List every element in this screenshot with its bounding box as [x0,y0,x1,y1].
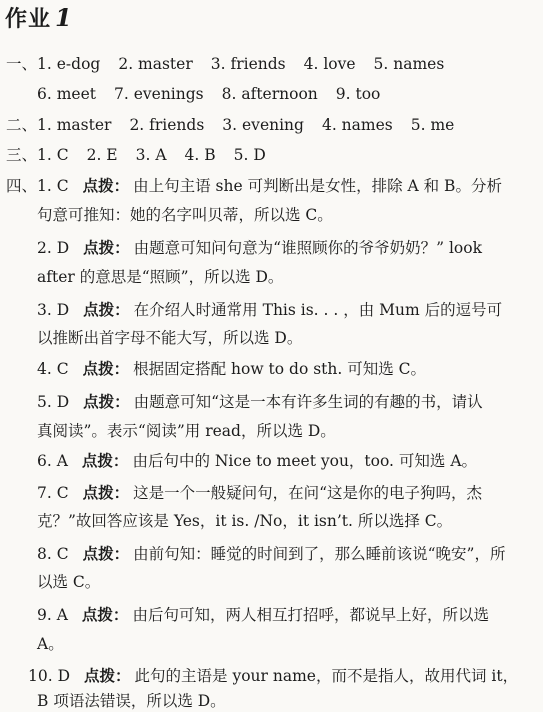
s4-item-7-cont [37,511,452,531]
s4-item-2 [37,238,482,258]
s4-item-9-cont [37,634,64,654]
s4-item-10 [28,666,518,686]
section3-prefix: 三、 [6,146,38,164]
answer-item: 4. names [321,116,393,134]
answer-item: 2. friends [129,116,205,134]
answer-number: 9. A [37,606,68,624]
answer-item: 9. too [335,85,381,103]
s4-item-7 [37,483,482,503]
hint-text: 这是一个一般疑问句，在问“这是你的电子狗吗，杰 [133,484,483,502]
hint-text: 由后句中的 Nice to meet you，too. 可知选 A。 [132,452,478,470]
s4-item-5-cont [37,421,336,441]
answer-item: 3. evening [222,116,304,134]
hint-text: 根据固定搭配 how to do sth. 可知选 C。 [133,360,427,378]
title-number: 1 [55,3,73,32]
answer-item: 5. D [233,146,266,164]
hint-label: 点拨： [84,667,131,685]
hint-text: A。 [37,635,64,653]
section2-prefix: 二、 [6,116,38,134]
hint-text: 由题意可知“这是一本有许多生词的有趣的书，请认 [133,393,483,411]
answer-number: 7. C [37,484,69,502]
s4-item-5 [37,392,483,412]
answer-number: 1. C [37,177,69,195]
hint-text: B 项语法错误，所以选 D。 [37,692,226,710]
answer-number: 4. C [37,360,69,378]
s4-item-9 [37,605,489,625]
answer-item: 2. master [118,55,193,73]
section3-row [6,145,266,165]
answer-item: 3. A [135,146,167,164]
s4-item-2-cont [37,267,283,287]
hint-label: 点拨： [82,360,130,378]
s4-item-1-cont [37,205,333,225]
hint-label: 点拨： [83,393,130,411]
s4-item-3-cont [37,328,302,348]
hint-text: 真阅读”。表示“阅读”用 read，所以选 D。 [37,422,336,440]
answer-number: 10. D [28,667,71,685]
answer-item: 4. love [303,55,356,73]
section1-row2 [37,84,380,104]
answer-item: 5. me [410,116,455,134]
answer-item: 1. C [37,146,69,164]
answer-item: 5. names [373,55,445,73]
hint-text: 由题意可知问句意为“谁照顾你的爷爷奶奶？” look [133,239,482,257]
section2-row [6,115,454,135]
hint-label: 点拨： [82,484,130,502]
hint-text: after 的意思是“照顾”，所以选 D。 [37,268,284,286]
hint-label: 点拨： [82,545,130,563]
hint-label: 点拨： [83,301,130,319]
answer-number: 3. D [37,301,70,319]
hint-text: 以选 C。 [37,573,101,591]
answer-item: 2. E [86,146,118,164]
answer-item: 8. afternoon [221,85,318,103]
title-text: 作业 [5,7,52,32]
hint-text: 由前句知：睡觉的时间到了，那么睡前该说“晚安”，所 [133,545,506,563]
s4-item-8-cont [37,572,100,592]
answer-item: 6. meet [37,85,96,103]
hint-label: 点拨： [81,452,129,470]
s4-item-6 [37,451,477,471]
s4-item-10-cont [37,691,226,711]
s4-item-8 [37,544,505,564]
s4-item-1 [6,176,502,196]
hint-text: 由上句主语 she 可判断出是女性，排除 A 和 B。分析 [133,177,502,195]
hint-label: 点拨： [81,606,129,624]
hint-text: 以推断出首字母不能大写，所以选 D。 [37,329,303,347]
hint-label: 点拨： [83,239,130,257]
answer-number: 8. C [37,545,69,563]
hint-text: 句意可推知：她的名字叫贝蒂，所以选 C。 [37,206,333,224]
s4-item-3 [37,300,502,320]
answer-item: 4. B [184,146,216,164]
section4-prefix: 四、 [6,177,38,195]
answer-item: 7. evenings [114,85,204,103]
s4-item-4 [37,359,426,379]
hint-text: 由后句可知，两人相互打招呼，都说早上好，所以选 [132,606,489,624]
answer-number: 5. D [37,393,70,411]
answer-item: 3. friends [210,55,286,73]
section1-row1 [6,54,444,74]
answer-number: 2. D [37,239,70,257]
page-title [5,2,73,33]
section1-prefix: 一、 [6,55,38,73]
hint-text: 此句的主语是 your name，而不是指人，故用代词 it， [134,667,519,685]
hint-text: 在介绍人时通常用 This is. . . ，由 Mum 后的逗号可 [133,301,503,319]
answer-number: 6. A [37,452,68,470]
answer-item: 1. master [37,116,112,134]
answer-item: 1. e-dog [37,55,101,73]
hint-text: 克？”故回答应该是 Yes，it is. /No，it isn’t. 所以选择 C。 [37,512,453,530]
hint-label: 点拨： [82,177,130,195]
